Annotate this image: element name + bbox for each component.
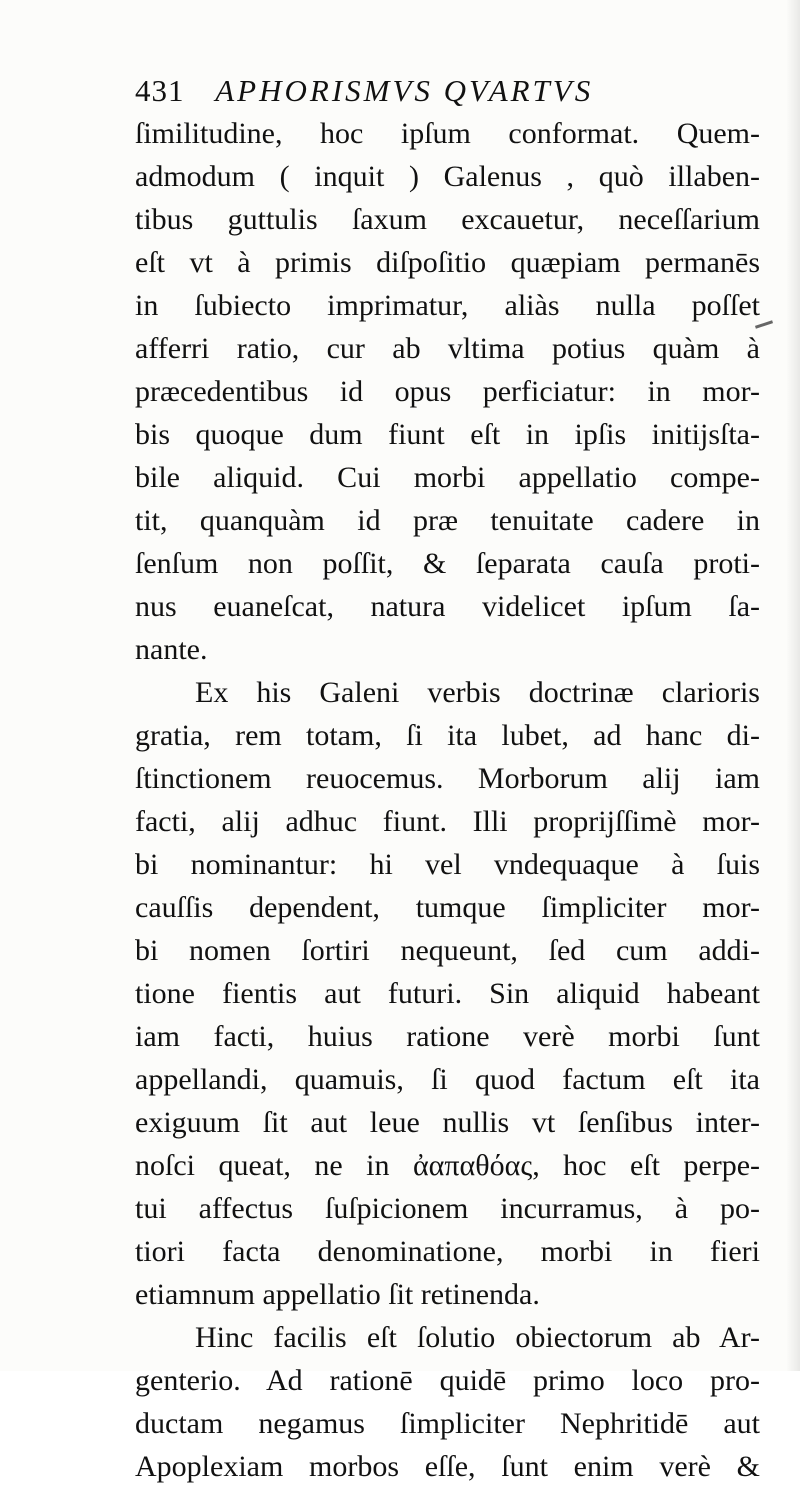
text-line: præcedentibus id opus perficiatur: in mor- bbox=[135, 375, 760, 408]
text-line: noſci queat, ne in ἀαπαθόας, hoc eſt perpe- bbox=[135, 1149, 760, 1182]
text-line: ſimilitudine, hoc ipſum conformat. Quem- bbox=[135, 117, 760, 150]
text-line: nante. bbox=[135, 633, 208, 666]
text-line: bi nominantur: hi vel vndequaque à ſuis bbox=[135, 848, 760, 881]
text-line: gratia, rem totam, ſi ita lubet, ad hanc di- bbox=[135, 719, 760, 752]
text-line: tione fientis aut futuri. Sin aliquid habeant bbox=[135, 977, 760, 1010]
text-line: tui affectus ſuſpicionem incurramus, à po- bbox=[135, 1192, 760, 1225]
text-line: nus euaneſcat, natura videlicet ipſum ſa- bbox=[135, 590, 760, 623]
text-line: admodum ( inquit ) Galenus , quò illaben- bbox=[135, 160, 760, 193]
running-title: APHORISMVS QVARTVS bbox=[215, 73, 594, 108]
body-text bbox=[135, 112, 760, 1488]
text-line: exiguum ſit aut leue nullis vt ſenſibus inter- bbox=[135, 1106, 760, 1139]
text-line: ductam negamus ſimpliciter Nephritidē aut bbox=[135, 1407, 760, 1440]
text-line: etiamnum appellatio ſit retinenda. bbox=[135, 1278, 540, 1311]
text-line: bile aliquid. Cui morbi appellatio compe- bbox=[135, 461, 760, 494]
text-line: iam facti, huius ratione verè morbi ſunt bbox=[135, 1020, 760, 1053]
text-line: genterio. Ad rationē quidē primo loco pro- bbox=[135, 1364, 760, 1397]
page-number: 431 bbox=[135, 73, 185, 108]
text-line: cauſſis dependent, tumque ſimpliciter mor- bbox=[135, 891, 760, 924]
text-line: tit, quanquàm id præ tenuitate cadere in bbox=[135, 504, 760, 537]
text-line: Apoplexiam morbos eſſe, ſunt enim verè & bbox=[135, 1450, 760, 1483]
gutter-shadow bbox=[786, 0, 800, 1371]
text-line: tibus guttulis ſaxum excauetur, neceſſarium bbox=[135, 203, 760, 236]
text-line: facti, alij adhuc fiunt. Illi proprijſſimè mor- bbox=[135, 805, 760, 838]
text-line: ſtinctionem reuocemus. Morborum alij iam bbox=[135, 762, 760, 795]
paragraph-start-line: Ex his Galeni verbis doctrinæ clarioris bbox=[195, 676, 760, 709]
text-line: bis quoque dum fiunt eſt in ipſis initijsſta- bbox=[135, 418, 760, 451]
text-line: appellandi, quamuis, ſi quod factum eſt ita bbox=[135, 1063, 760, 1096]
paragraph-start-line: Hinc facilis eſt ſolutio obiectorum ab Ar- bbox=[195, 1321, 760, 1354]
text-line: afferri ratio, cur ab vltima potius quàm à bbox=[135, 332, 760, 365]
text-line: bi nomen ſortiri nequeunt, ſed cum addi- bbox=[135, 934, 760, 967]
running-header bbox=[135, 66, 735, 116]
text-line: eſt vt à primis diſpoſitio quæpiam permanēs bbox=[135, 246, 760, 279]
text-line: tiori facta denominatione, morbi in fieri bbox=[135, 1235, 760, 1268]
text-line: ſenſum non poſſit, & ſeparata cauſa proti- bbox=[135, 547, 760, 580]
text-line: in ſubiecto imprimatur, aliàs nulla poſſet bbox=[135, 289, 760, 322]
